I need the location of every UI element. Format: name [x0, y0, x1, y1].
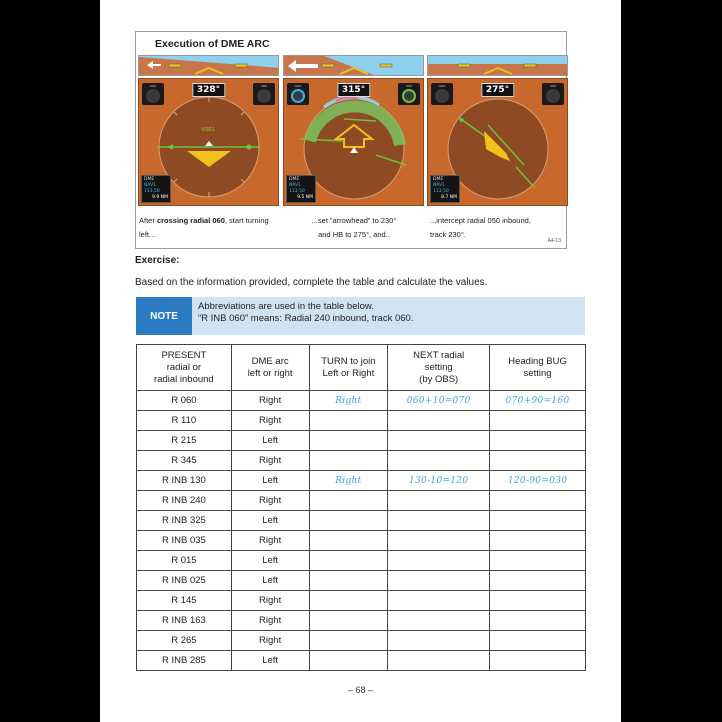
- attitude-strip: [283, 55, 424, 76]
- table-cell: Left: [231, 571, 309, 591]
- hsi-panel-3: [427, 55, 568, 206]
- attitude-indicator-icon: [284, 56, 424, 76]
- table-cell: R 015: [137, 551, 232, 571]
- dme-arc-figure: [135, 31, 567, 249]
- table-cell: R 060: [137, 391, 232, 411]
- table-cell: Right: [231, 631, 309, 651]
- answer-cell[interactable]: 060+10=070: [388, 391, 490, 411]
- table-cell: Left: [231, 551, 309, 571]
- answer-cell[interactable]: [388, 411, 490, 431]
- table-row: [137, 551, 586, 571]
- answer-cell[interactable]: [490, 411, 586, 431]
- table-row: [137, 591, 586, 611]
- answer-cell[interactable]: [309, 451, 388, 471]
- answer-cell[interactable]: [388, 511, 490, 531]
- table-row: [137, 451, 586, 471]
- attitude-strip: [427, 55, 568, 76]
- answer-cell[interactable]: [388, 551, 490, 571]
- table-cell: R INB 285: [137, 651, 232, 671]
- figure-title: Execution of DME ARC: [155, 38, 270, 50]
- hsi-display: [427, 78, 568, 206]
- page-number: – 68 –: [347, 685, 374, 695]
- table-cell: Right: [231, 411, 309, 431]
- table-cell: Right: [231, 591, 309, 611]
- answer-cell[interactable]: [309, 631, 388, 651]
- caption-2: ...set “arrowhead” to 230° and HB to 275°, and..: [311, 216, 397, 239]
- heading-readout: 328°: [192, 83, 225, 97]
- table-row: [137, 631, 586, 651]
- answer-cell[interactable]: [309, 551, 388, 571]
- note-text: Abbreviations are used in the table below. “R INB 060” means: Radial 240 inbound, track 060.: [198, 301, 414, 324]
- table-row: [137, 531, 586, 551]
- exercise-intro: Based on the information provided, complete the table and calculate the values.: [135, 277, 488, 288]
- exercise-table: [136, 344, 586, 671]
- column-header: TURN to join Left or Right: [309, 345, 388, 391]
- document-page: [100, 0, 621, 722]
- answer-cell[interactable]: [309, 571, 388, 591]
- exercise-heading: Exercise:: [135, 255, 180, 266]
- caption-3: ...intercept radial 050 inbound, track 230°.: [430, 216, 531, 239]
- answer-cell[interactable]: [490, 431, 586, 451]
- table-cell: Left: [231, 431, 309, 451]
- table-cell: R 215: [137, 431, 232, 451]
- table-row: [137, 431, 586, 451]
- heading-readout: 315°: [337, 83, 370, 97]
- table-cell: R INB 163: [137, 611, 232, 631]
- crs-knob: CRS: [253, 83, 275, 105]
- answer-cell[interactable]: [490, 551, 586, 571]
- heading-readout: 275°: [481, 83, 514, 97]
- table-cell: R INB 025: [137, 571, 232, 591]
- table-row: [137, 411, 586, 431]
- answer-cell[interactable]: [490, 571, 586, 591]
- table-cell: R 265: [137, 631, 232, 651]
- answer-cell[interactable]: [388, 651, 490, 671]
- table-row: [137, 491, 586, 511]
- table-row: [137, 511, 586, 531]
- dme-info-box: DME NAV1 113.50 8.7 NM: [430, 175, 460, 203]
- answer-cell[interactable]: [388, 571, 490, 591]
- answer-cell[interactable]: [388, 491, 490, 511]
- answer-cell[interactable]: [490, 491, 586, 511]
- dme-info-box: DME NAV1 113.50 9.5 NM: [286, 175, 316, 203]
- answer-cell[interactable]: [490, 651, 586, 671]
- answer-cell[interactable]: [309, 591, 388, 611]
- hsi-panel-2: [283, 55, 424, 206]
- column-header: DME arc left or right: [231, 345, 309, 391]
- hsi-panel-1: [138, 55, 279, 206]
- hdg-knob: HDG: [431, 83, 453, 105]
- answer-cell[interactable]: [388, 431, 490, 451]
- table-row: [137, 471, 586, 491]
- table-cell: R INB 130: [137, 471, 232, 491]
- table-cell: Left: [231, 471, 309, 491]
- crs-knob: CRS: [542, 83, 564, 105]
- table-cell: R 145: [137, 591, 232, 611]
- answer-cell[interactable]: [490, 611, 586, 631]
- table-cell: Left: [231, 511, 309, 531]
- answer-cell[interactable]: [309, 411, 388, 431]
- answer-cell[interactable]: [388, 611, 490, 631]
- answer-cell[interactable]: [309, 431, 388, 451]
- caption-1: After crossing radial 060, start turning left...: [139, 216, 269, 239]
- hdg-knob: HDG: [287, 83, 309, 105]
- note-label: NOTE: [136, 297, 192, 335]
- table-cell: R INB 035: [137, 531, 232, 551]
- answer-cell[interactable]: 070+90=160: [490, 391, 586, 411]
- table-cell: R 345: [137, 451, 232, 471]
- note-box: [136, 297, 585, 335]
- hdg-knob: HDG: [142, 83, 164, 105]
- column-header: Heading BUG setting: [490, 345, 586, 391]
- answer-cell[interactable]: [309, 611, 388, 631]
- attitude-indicator-icon: [428, 56, 568, 76]
- answer-cell[interactable]: [388, 591, 490, 611]
- answer-cell[interactable]: [309, 531, 388, 551]
- svg-text:VOR1: VOR1: [201, 127, 215, 133]
- answer-cell[interactable]: 130-10=120: [388, 471, 490, 491]
- answer-cell[interactable]: [309, 651, 388, 671]
- table-header-row: [137, 345, 586, 391]
- table-cell: R INB 240: [137, 491, 232, 511]
- table-row: [137, 611, 586, 631]
- answer-cell[interactable]: [388, 631, 490, 651]
- table-cell: Left: [231, 651, 309, 671]
- answer-cell[interactable]: Right: [309, 391, 388, 411]
- answer-cell[interactable]: [388, 451, 490, 471]
- dme-info-box: DME NAV1 113.50 9.9 NM: [141, 175, 171, 203]
- table-cell: R 110: [137, 411, 232, 431]
- table-row: [137, 391, 586, 411]
- answer-cell[interactable]: [490, 591, 586, 611]
- answer-cell[interactable]: [309, 491, 388, 511]
- table-cell: R INB 325: [137, 511, 232, 531]
- answer-cell[interactable]: [309, 511, 388, 531]
- answer-cell[interactable]: [490, 631, 586, 651]
- answer-cell[interactable]: [388, 531, 490, 551]
- table-cell: Right: [231, 391, 309, 411]
- answer-cell[interactable]: Right: [309, 471, 388, 491]
- attitude-strip: [138, 55, 279, 76]
- table-row: [137, 571, 586, 591]
- hsi-display: [138, 78, 279, 206]
- table-cell: Right: [231, 611, 309, 631]
- answer-cell[interactable]: [490, 531, 586, 551]
- column-header: NEXT radial setting (by OBS): [388, 345, 490, 391]
- table-row: [137, 651, 586, 671]
- table-cell: Right: [231, 451, 309, 471]
- attitude-indicator-icon: [139, 56, 279, 76]
- hsi-display: [283, 78, 424, 206]
- answer-cell[interactable]: 120-90=030: [490, 471, 586, 491]
- column-header: PRESENT radial or radial inbound: [137, 345, 232, 391]
- figure-reference: A4-13: [547, 238, 561, 244]
- crs-knob: CRS: [398, 83, 420, 105]
- answer-cell[interactable]: [490, 511, 586, 531]
- table-cell: Right: [231, 491, 309, 511]
- table-cell: Right: [231, 531, 309, 551]
- answer-cell[interactable]: [490, 451, 586, 471]
